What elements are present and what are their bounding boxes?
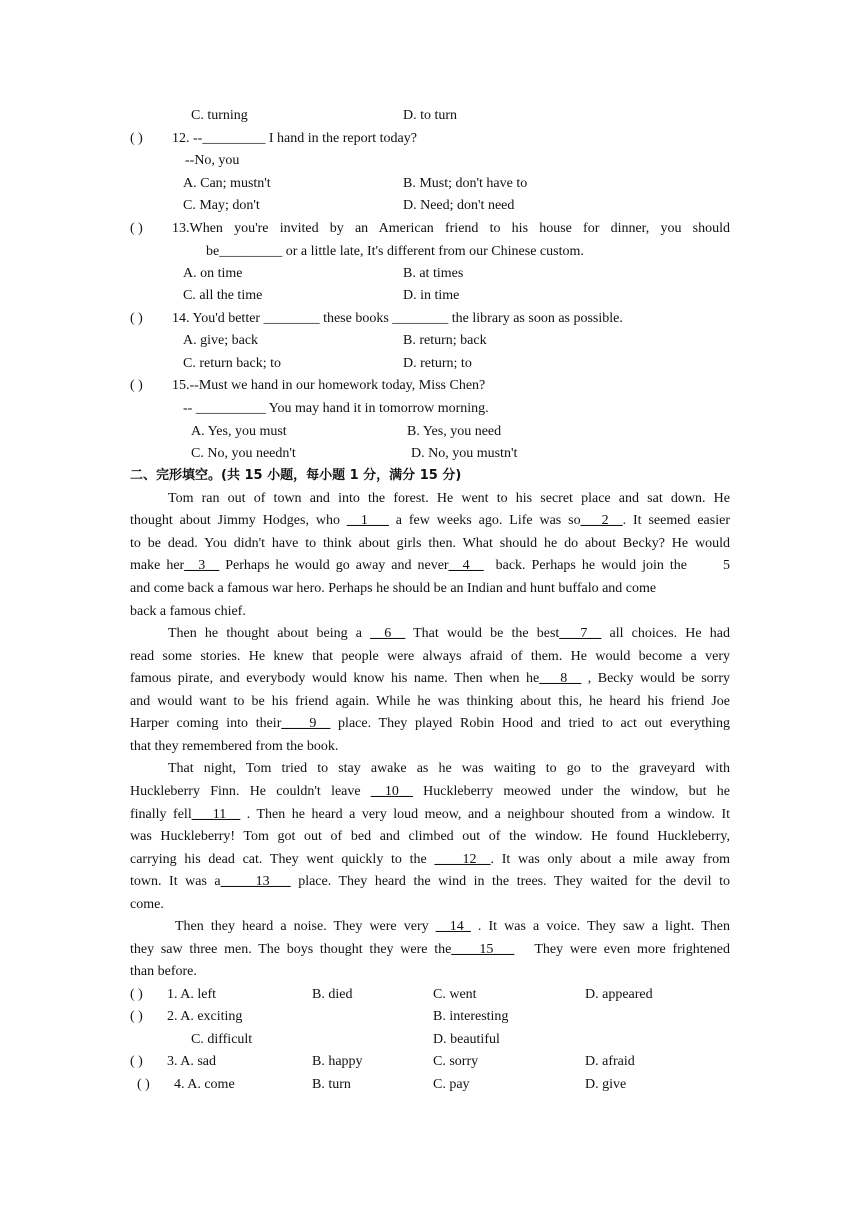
cloze-q3-option-c: C. sorry <box>433 1054 479 1069</box>
blank-8: ___8__ <box>539 671 582 686</box>
q14-answer-paren: ( ) <box>130 311 143 326</box>
q11-option-c: C. turning <box>191 108 248 123</box>
cloze-p3-line7: come. <box>130 897 164 912</box>
blank-14: __14_ <box>435 919 471 934</box>
cloze-p2-line4: and would want to be his friend again. While he was thinking about this, he heard his friend Joe <box>130 694 730 709</box>
blank-4: __4__ <box>448 558 484 573</box>
q14-stem: 14. You'd better ________ these books ________ the library as soon as possible. <box>172 311 623 326</box>
q12-option-d: D. Need; don't need <box>403 198 515 213</box>
q12-stem: 12. --_________ I hand in the report today? <box>172 131 417 146</box>
cloze-q2-option-d: D. beautiful <box>433 1032 500 1047</box>
cloze-q3-option-a: 3. A. sad <box>167 1054 216 1069</box>
cloze-q3-option-b: B. happy <box>312 1054 363 1069</box>
cloze-p3-line5: carrying his dead cat. They went quickly to the ____12__. It was only about a mile away from <box>130 852 730 867</box>
q12-option-c: C. May; don't <box>183 198 260 213</box>
q12-answer-paren: ( ) <box>130 131 143 146</box>
cloze-p1-line2: thought about Jimmy Hodges, who __1___ a few weeks ago. Life was so___2__. It seemed easier <box>130 513 730 528</box>
cloze-p2-line6: that they remembered from the book. <box>130 739 339 754</box>
q15-option-a: A. Yes, you must <box>191 424 287 439</box>
blank-3: __3__ <box>184 558 220 573</box>
cloze-q1-option-b: B. died <box>312 987 353 1002</box>
cloze-p4-line1: Then they heard a noise. They were very __14_ . It was a voice. They saw a light. Then <box>175 919 730 934</box>
cloze-q2-paren: ( ) <box>130 1009 143 1024</box>
q15-stem: 15.--Must we hand in our homework today, Miss Chen? <box>172 378 486 393</box>
cloze-q4-option-b: B. turn <box>312 1077 351 1092</box>
cloze-p1-line4: make her__3__ Perhaps he would go away and never__4__ back. Perhaps he would join the 5 <box>130 558 730 573</box>
q13-option-a: A. on time <box>183 266 243 281</box>
cloze-q2-option-c: C. difficult <box>191 1032 253 1047</box>
cloze-q2-option-a: 2. A. exciting <box>167 1009 243 1024</box>
q13-answer-paren: ( ) <box>130 221 143 236</box>
cloze-p2-line3: famous pirate, and everybody would know his name. Then when he___8__ , Becky would be sorry <box>130 671 730 686</box>
cloze-p2-line1: Then he thought about being a __6__ That would be the best___7__ all choices. He had <box>168 626 730 641</box>
blank-10: __10__ <box>370 784 413 799</box>
q11-option-d: D. to turn <box>403 108 458 123</box>
q15-option-c: C. No, you needn't <box>191 446 296 461</box>
q14-option-b: B. return; back <box>403 333 487 348</box>
blank-11: ___11__ <box>191 807 241 822</box>
cloze-q3-option-d: D. afraid <box>585 1054 635 1069</box>
cloze-q4-option-a: 4. A. come <box>174 1077 235 1092</box>
q12-option-a: A. Can; mustn't <box>183 176 271 191</box>
cloze-p1-line3: to be dead. You didn't have to think about girls then. What should he do about Becky? He would <box>130 536 730 551</box>
q15-answer-paren: ( ) <box>130 378 143 393</box>
cloze-p2-line5: Harper coming into their____9__ place. They played Robin Hood and tried to act out everything <box>130 716 730 731</box>
q13-stem-line2: be_________ or a little late, It's different from our Chinese custom. <box>206 244 584 259</box>
q14-option-a: A. give; back <box>183 333 259 348</box>
q15-reply: -- __________ You may hand it in tomorrow morning. <box>183 401 489 416</box>
cloze-p3-line6: town. It was a_____13___ place. They heard the wind in the trees. They waited for the devil to <box>130 874 730 889</box>
cloze-p1-line1: Tom ran out of town and into the forest. He went to his secret place and sat down. He <box>168 491 730 506</box>
cloze-q1-option-c: C. went <box>433 987 477 1002</box>
cloze-p4-line2: they saw three men. The boys thought they were the____15___ They were even more frightened <box>130 942 731 957</box>
blank-13: _____13___ <box>220 874 291 889</box>
q13-option-c: C. all the time <box>183 288 263 303</box>
q14-option-d: D. return; to <box>403 356 472 371</box>
cloze-p3-line3: finally fell___11__ . Then he heard a very loud meow, and a neighbour shouted from a window. It <box>130 807 730 822</box>
q15-option-d: D. No, you mustn't <box>411 446 518 461</box>
q12-reply: --No, you <box>185 153 240 168</box>
q13-option-d: D. in time <box>403 288 460 303</box>
cloze-q4-option-d: D. give <box>585 1077 627 1092</box>
cloze-p3-line1: That night, Tom tried to stay awake as he was waiting to go to the graveyard with <box>168 761 730 776</box>
cloze-p1-line6: back a famous chief. <box>130 604 246 619</box>
blank-1: __1___ <box>346 513 389 528</box>
cloze-p4-line3: than before. <box>130 964 197 979</box>
cloze-q1-option-a: 1. A. left <box>167 987 216 1002</box>
q13-option-b: B. at times <box>403 266 464 281</box>
cloze-q1-paren: ( ) <box>130 987 143 1002</box>
blank-7: ___7__ <box>559 626 602 641</box>
q14-option-c: C. return back; to <box>183 356 281 371</box>
q15-option-b: B. Yes, you need <box>407 424 502 439</box>
blank-15: ____15___ <box>451 942 515 957</box>
cloze-q3-paren: ( ) <box>130 1054 143 1069</box>
q12-option-b: B. Must; don't have to <box>403 176 528 191</box>
q13-stem-line1: 13.When you're invited by an American friend to his house for dinner, you should <box>172 221 730 236</box>
cloze-q2-option-b: B. interesting <box>433 1009 509 1024</box>
cloze-p3-line2: Huckleberry Finn. He couldn't leave __10__ Huckleberry meowed under the window, but he <box>130 784 730 799</box>
cloze-p1-line5: and come back a famous war hero. Perhaps he should be an Indian and hunt buffalo and come <box>130 581 657 596</box>
cloze-p3-line4: was Huckleberry! Tom got out of bed and climbed out of the window. He found Huckleberry, <box>130 829 730 844</box>
blank-6: __6__ <box>370 626 406 641</box>
cloze-q4-paren: ( ) <box>137 1077 150 1092</box>
cloze-q4-option-c: C. pay <box>433 1077 470 1092</box>
blank-9: ____9__ <box>281 716 331 731</box>
blank-12: ____12__ <box>434 852 491 867</box>
blank-2: ___2__ <box>580 513 623 528</box>
cloze-section-heading: 二、完形填空。(共 15 小题，每小题 1 分，满分 15 分) <box>130 468 462 483</box>
cloze-q1-option-d: D. appeared <box>585 987 653 1002</box>
cloze-p2-line2: read some stories. He knew that people were always afraid of them. He would become a very <box>130 649 730 664</box>
